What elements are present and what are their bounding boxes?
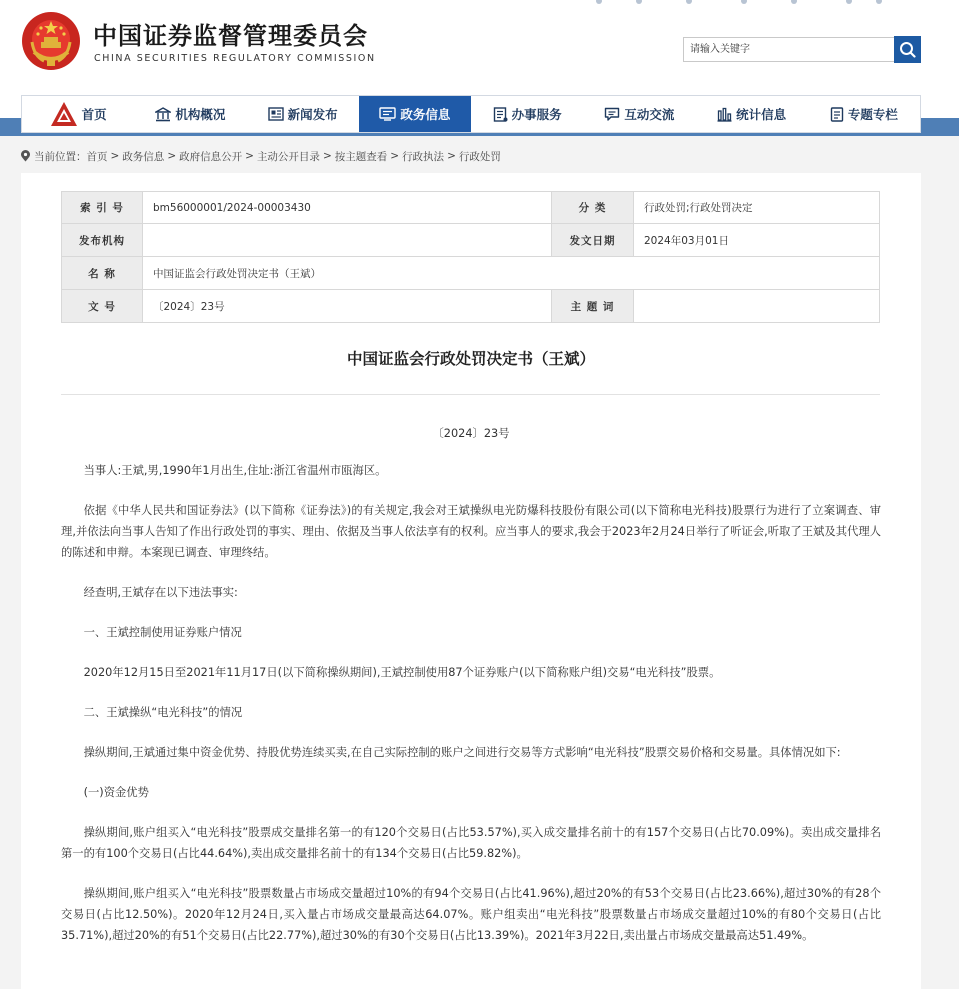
breadcrumb bbox=[20, 149, 501, 163]
breadcrumb-catalog[interactable]: 主动公开目录 bbox=[256, 150, 320, 163]
nav-label: 专题专栏 bbox=[847, 107, 898, 122]
breadcrumb-home[interactable]: 首页 bbox=[86, 150, 108, 163]
document-list-icon bbox=[493, 107, 508, 122]
nav-label: 机构概况 bbox=[175, 107, 226, 122]
meta-row bbox=[62, 224, 880, 257]
chat-icon bbox=[604, 107, 620, 122]
meta-row bbox=[62, 257, 880, 290]
bar-chart-icon bbox=[717, 107, 732, 122]
docno-value: 〔2024〕23号 bbox=[143, 290, 552, 323]
keywords-value bbox=[634, 290, 880, 323]
breadcrumb-separator: > bbox=[390, 150, 400, 162]
title-divider bbox=[61, 394, 880, 395]
paragraph: 操纵期间,账户组买入“电光科技”股票数量占市场成交量超过10%的有94个交易日(占比41.96%),超过20%的有53个交易日(占比23.66%),超过30%的有28个交易日(占比12.50%)。2020年12月24日,买入量占市场成交量最高达64.07%。账户组卖出“电光科技”股票数量占市场成交量超过10%的有80个交易日(占比35.71%),超过20%的有51个交易日(占比22.77%),超过30%的有30个交易日(占比13.39%)。2021年3月22日,卖出量占市场成交量最高达51.49%。 bbox=[61, 887, 881, 942]
breadcrumb-separator: > bbox=[447, 150, 456, 162]
national-emblem-icon bbox=[22, 12, 80, 70]
breadcrumb-enforcement[interactable]: 行政执法 bbox=[402, 150, 445, 163]
breadcrumb-gov-disclosure[interactable]: 政府信息公开 bbox=[179, 150, 243, 163]
paragraph: 当事人:王斌,男,1990年1月出生,住址:浙江省温州市瓯海区。 bbox=[83, 464, 387, 477]
breadcrumb-prefix: 当前位置： bbox=[34, 150, 87, 163]
document-title: 中国证监会行政处罚决定书（王斌） bbox=[346, 350, 595, 368]
keywords-label: 主 题 词 bbox=[552, 290, 634, 323]
nav-item-services[interactable] bbox=[471, 96, 583, 132]
name-value: 中国证监会行政处罚决定书（王斌） bbox=[143, 257, 880, 290]
breadcrumb-separator: > bbox=[322, 150, 332, 162]
nav-label: 办事服务 bbox=[511, 107, 562, 122]
breadcrumb-separator: > bbox=[110, 150, 120, 162]
nav-item-news[interactable] bbox=[247, 96, 359, 132]
index-value: bm56000001/2024-00003430 bbox=[143, 192, 552, 224]
breadcrumb-gov-info[interactable]: 政务信息 bbox=[122, 150, 165, 163]
nav-label: 首页 bbox=[81, 107, 107, 122]
gov-info-icon bbox=[379, 107, 396, 121]
paragraph: 经查明,王斌存在以下违法事实: bbox=[83, 586, 238, 599]
nav-item-gov-info[interactable] bbox=[359, 96, 471, 132]
meta-row bbox=[62, 192, 880, 224]
document-number: 〔2024〕23号 bbox=[432, 427, 510, 440]
breadcrumb-separator: > bbox=[167, 150, 177, 162]
nav-label: 统计信息 bbox=[736, 107, 787, 122]
category-value: 行政处罚;行政处罚决定 bbox=[634, 192, 880, 224]
nav-item-statistics[interactable] bbox=[696, 96, 808, 132]
paragraph: 二、王斌操纵“电光科技”的情况 bbox=[83, 706, 243, 719]
name-label: 名 称 bbox=[62, 257, 143, 290]
site-subtitle: CHINA SECURITIES REGULATORY COMMISSION bbox=[94, 53, 376, 64]
nav-item-interaction[interactable] bbox=[583, 96, 695, 132]
nav-item-home[interactable] bbox=[22, 96, 134, 132]
document-body bbox=[61, 423, 881, 965]
publisher-value bbox=[143, 224, 552, 257]
search-button[interactable] bbox=[894, 36, 921, 63]
paragraph: 操纵期间,王斌通过集中资金优势、持股优势连续买卖,在自己实际控制的账户之间进行交易等方式影响“电光科技”股票交易价格和交易量。具体情况如下: bbox=[83, 746, 841, 759]
nav-item-special-topics[interactable] bbox=[808, 96, 920, 132]
nav-label: 政务信息 bbox=[400, 107, 451, 122]
nav-label: 互动交流 bbox=[624, 107, 675, 122]
content-panel bbox=[21, 173, 921, 989]
paragraph: 依据《中华人民共和国证券法》(以下简称《证券法》)的有关规定,我会对王斌操纵电光防爆科技股份有限公司(以下简称电光科技)股票行为进行了立案调查、审理,并依法向当事人告知了作出行政处罚的事实、理由、依据及当事人依法享有的权利。应当事人的要求,我会于2023年2月24日举行了听证会,听取了王斌及其代理人的陈述和申辩。本案现已调查、审理终结。 bbox=[61, 504, 881, 559]
paragraph: 操纵期间,账户组买入“电光科技”股票成交量排名第一的有120个交易日(占比53.57%),买入成交量排名前十的有157个交易日(占比70.09%)。卖出成交量排名第一的有100个交易日(占比44.64%),卖出成交量排名前十的有134个交易日(占比59.82%)。 bbox=[61, 826, 881, 860]
building-icon bbox=[155, 107, 171, 122]
main-nav bbox=[21, 95, 921, 133]
location-pin-icon bbox=[20, 150, 31, 162]
date-value: 2024年03月01日 bbox=[634, 224, 880, 257]
top-decoration bbox=[596, 0, 886, 4]
search-icon bbox=[899, 41, 916, 58]
category-label: 分 类 bbox=[552, 192, 634, 224]
document-meta-table bbox=[61, 191, 880, 323]
page-icon bbox=[830, 107, 844, 122]
breadcrumb-penalty[interactable]: 行政处罚 bbox=[458, 150, 501, 163]
meta-row bbox=[62, 290, 880, 323]
paragraph: 一、王斌控制使用证券账户情况 bbox=[83, 626, 242, 639]
home-logo-icon bbox=[50, 101, 78, 127]
nav-label: 新闻发布 bbox=[287, 107, 338, 122]
news-icon bbox=[268, 107, 284, 121]
breadcrumb-separator: > bbox=[245, 150, 254, 162]
paragraph: 2020年12月15日至2021年11月17日(以下简称操纵期间),王斌控制使用87个证券账户(以下简称账户组)交易“电光科技”股票。 bbox=[83, 666, 721, 679]
breadcrumb-by-topic[interactable]: 按主题查看 bbox=[334, 150, 388, 163]
paragraph: (一)资金优势 bbox=[83, 786, 149, 799]
docno-label: 文 号 bbox=[62, 290, 143, 323]
site-title: 中国证券监督管理委员会 bbox=[93, 22, 368, 50]
search-input[interactable] bbox=[683, 37, 895, 62]
index-label: 索 引 号 bbox=[62, 192, 143, 224]
date-label: 发文日期 bbox=[552, 224, 634, 257]
nav-item-organization[interactable] bbox=[134, 96, 246, 132]
publisher-label: 发布机构 bbox=[62, 224, 143, 257]
